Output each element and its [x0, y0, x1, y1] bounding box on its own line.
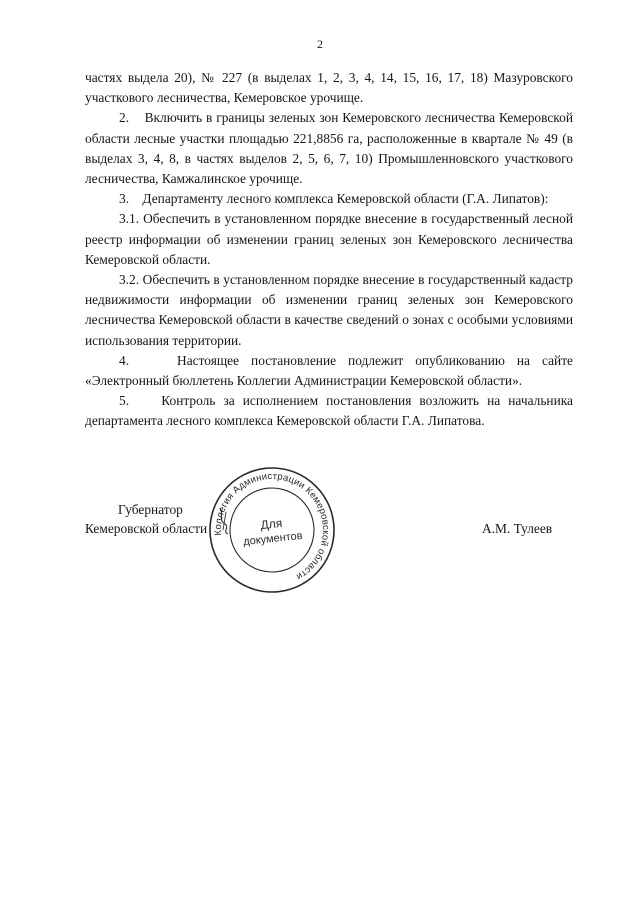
official-stamp: [206, 464, 338, 596]
stamp-center-line2: документов: [242, 529, 304, 549]
document-body: [85, 68, 573, 432]
stamp-center-line1: Для: [259, 515, 283, 533]
paragraph-item-3-1: 3.1. Обеспечить в установленном порядке внесение в государственный лесной реестр информации об изменении границ зеленых зон Кемеровского лесничества Кемеровской области.: [85, 211, 573, 267]
signature-name: А.М. Тулеев: [482, 521, 553, 536]
signature-title-line1: Губернатор: [118, 502, 183, 517]
paragraph-continuation: частях выдела 20), № 227 (в выделах 1, 2, 3, 4, 14, 15, 16, 17, 18) Мазуровского участкового лесничества, Кемеровское урочище.: [85, 70, 573, 106]
page-number: 2: [317, 37, 323, 51]
paragraph-item-2: 2. Включить в границы зеленых зон Кемеровского лесничества Кемеровской области лесные участки площадью 221,8856 га, расположенные в квартале № 49 (в выделах 3, 4, 8, в частях выделов 2, 5, 6, 7, 10) Промышленновского участкового лесничества, Камжалинское урочище.: [85, 110, 573, 187]
paragraph-item-3: 3. Департаменту лесного комплекса Кемеровской области (Г.А. Липатов):: [119, 191, 549, 207]
stamp-ring-text: Коллегия Администрации Кемеровской области: [212, 470, 332, 583]
paragraph-item-5: 5. Контроль за исполнением постановления возложить на начальника департамента лесного комплекса Кемеровской области Г.А. Липатова.: [85, 393, 573, 429]
signature-title-line2: Кемеровской области: [85, 521, 208, 536]
paragraph-item-4: 4. Настоящее постановление подлежит опубликованию на сайте «Электронный бюллетень Коллегии Администрации Кемеровской области».: [85, 352, 573, 389]
paragraph-item-3-2: 3.2. Обеспечить в установленном порядке внесение в государственный кадастр недвижимости информации об изменении границ зеленых зон Кемеровского лесничества Кемеровской области в качестве сведений о зонах с особыми условиями использования территории.: [85, 272, 573, 348]
